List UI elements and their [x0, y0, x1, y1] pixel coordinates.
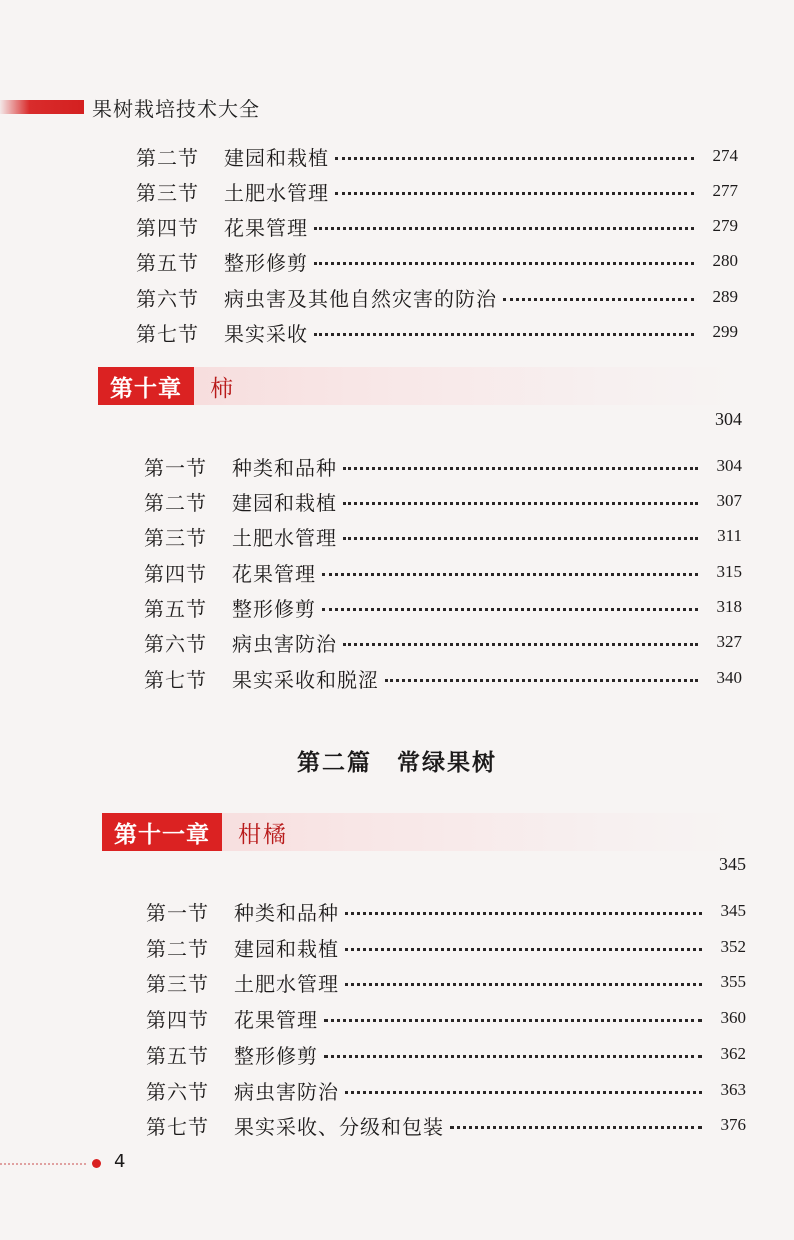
page-number: 352: [720, 937, 746, 956]
toc-entry[interactable]: [144, 663, 742, 693]
page-number: 318: [716, 597, 742, 616]
page-number: 345: [720, 901, 746, 920]
chapter-label: 第十一章: [102, 813, 222, 851]
leader-dots: [503, 298, 694, 301]
section-number: 第五节: [136, 250, 199, 275]
page-number: 279: [712, 216, 738, 235]
toc-entry[interactable]: [144, 557, 742, 587]
footer-page-number: 4: [114, 1151, 126, 1172]
footer-bullet-icon: [92, 1159, 101, 1168]
section-number: 第三节: [136, 180, 199, 205]
page-number: 363: [720, 1080, 746, 1099]
toc-entry[interactable]: [144, 627, 742, 657]
section-title: 果实采收: [224, 321, 308, 346]
header-accent-bar: [0, 100, 84, 114]
section-title: 整形修剪: [232, 596, 316, 621]
toc-entry[interactable]: [146, 1110, 746, 1140]
leader-dots: [345, 983, 702, 986]
section-title: 花果管理: [234, 1007, 318, 1032]
chapter-title: 柿: [210, 375, 235, 402]
leader-dots: [322, 573, 698, 576]
part-title: 第二篇 常绿果树: [297, 749, 497, 776]
toc-entry[interactable]: [146, 967, 746, 997]
page-number: 307: [716, 491, 742, 510]
leader-dots: [343, 467, 698, 470]
section-title: 种类和品种: [234, 900, 339, 925]
page-number: 355: [720, 972, 746, 991]
page-number: 340: [716, 668, 742, 687]
section-title: 土肥水管理: [224, 180, 329, 205]
section-number: 第七节: [136, 321, 199, 346]
chapter-title: 柑橘: [238, 821, 288, 848]
toc-entry[interactable]: [144, 592, 742, 622]
page-number: 362: [720, 1044, 746, 1063]
toc-entry[interactable]: [136, 246, 738, 276]
toc-entry[interactable]: [144, 521, 742, 551]
section-number: 第七节: [146, 1114, 209, 1139]
section-number: 第四节: [146, 1007, 209, 1032]
section-title: 整形修剪: [224, 250, 308, 275]
section-number: 第三节: [144, 525, 207, 550]
section-title: 种类和品种: [232, 455, 337, 480]
toc-entry[interactable]: [146, 1039, 746, 1069]
toc-entry[interactable]: [136, 317, 738, 347]
section-title: 果实采收和脱涩: [232, 667, 379, 692]
leader-dots: [322, 608, 698, 611]
toc-entry[interactable]: [136, 141, 738, 171]
toc-entry[interactable]: [144, 451, 742, 481]
section-title: 病虫害及其他自然灾害的防治: [224, 286, 497, 311]
section-number: 第五节: [146, 1043, 209, 1068]
section-number: 第五节: [144, 596, 207, 621]
leader-dots: [324, 1055, 702, 1058]
leader-dots: [343, 502, 698, 505]
page-number: 299: [712, 322, 738, 341]
section-title: 整形修剪: [234, 1043, 318, 1068]
page-number: 360: [720, 1008, 746, 1027]
toc-entry[interactable]: [146, 932, 746, 962]
page-number: 327: [716, 632, 742, 651]
leader-dots: [324, 1019, 702, 1022]
section-title: 果实采收、分级和包装: [234, 1114, 444, 1139]
toc-entry[interactable]: [146, 1003, 746, 1033]
section-number: 第六节: [136, 286, 199, 311]
toc-entry[interactable]: [144, 486, 742, 516]
section-number: 第三节: [146, 971, 209, 996]
leader-dots: [335, 192, 694, 195]
chapter-page-number: 304: [715, 409, 742, 429]
toc-entry[interactable]: [136, 282, 738, 312]
page-number: 304: [716, 456, 742, 475]
page-number: 274: [712, 146, 738, 165]
section-title: 土肥水管理: [234, 971, 339, 996]
section-number: 第六节: [146, 1079, 209, 1104]
section-number: 第二节: [144, 490, 207, 515]
footer-dotted-rule: [0, 1163, 86, 1165]
leader-dots: [314, 262, 694, 265]
section-title: 花果管理: [224, 215, 308, 240]
toc-entry[interactable]: [136, 176, 738, 206]
leader-dots: [343, 643, 698, 646]
section-number: 第一节: [146, 900, 209, 925]
leader-dots: [345, 912, 702, 915]
page-number: 311: [717, 526, 742, 545]
toc-entry[interactable]: [146, 896, 746, 926]
toc-entry[interactable]: [136, 211, 738, 241]
page-number: 277: [712, 181, 738, 200]
running-header-title: 果树栽培技术大全: [92, 97, 260, 121]
section-title: 病虫害防治: [232, 631, 337, 656]
leader-dots: [345, 1091, 702, 1094]
section-number: 第四节: [136, 215, 199, 240]
section-title: 花果管理: [232, 561, 316, 586]
page-number: 315: [716, 562, 742, 581]
toc-entry[interactable]: [146, 1075, 746, 1105]
page-number: 280: [712, 251, 738, 270]
chapter-page-number: 345: [719, 854, 746, 874]
section-title: 建园和栽植: [232, 490, 337, 515]
section-number: 第一节: [144, 455, 207, 480]
page-number: 289: [712, 287, 738, 306]
chapter-heading[interactable]: [102, 813, 738, 851]
leader-dots: [343, 537, 698, 540]
section-number: 第二节: [146, 936, 209, 961]
leader-dots: [314, 333, 694, 336]
section-number: 第七节: [144, 667, 207, 692]
section-title: 土肥水管理: [232, 525, 337, 550]
section-title: 病虫害防治: [234, 1079, 339, 1104]
leader-dots: [335, 157, 694, 160]
leader-dots: [314, 227, 694, 230]
section-title: 建园和栽植: [234, 936, 339, 961]
leader-dots: [345, 948, 702, 951]
section-number: 第二节: [136, 145, 199, 170]
section-title: 建园和栽植: [224, 145, 329, 170]
section-number: 第六节: [144, 631, 207, 656]
page-number: 376: [720, 1115, 746, 1134]
chapter-heading[interactable]: [98, 367, 738, 405]
section-number: 第四节: [144, 561, 207, 586]
chapter-label: 第十章: [98, 367, 194, 405]
leader-dots: [450, 1126, 702, 1129]
leader-dots: [385, 679, 698, 682]
